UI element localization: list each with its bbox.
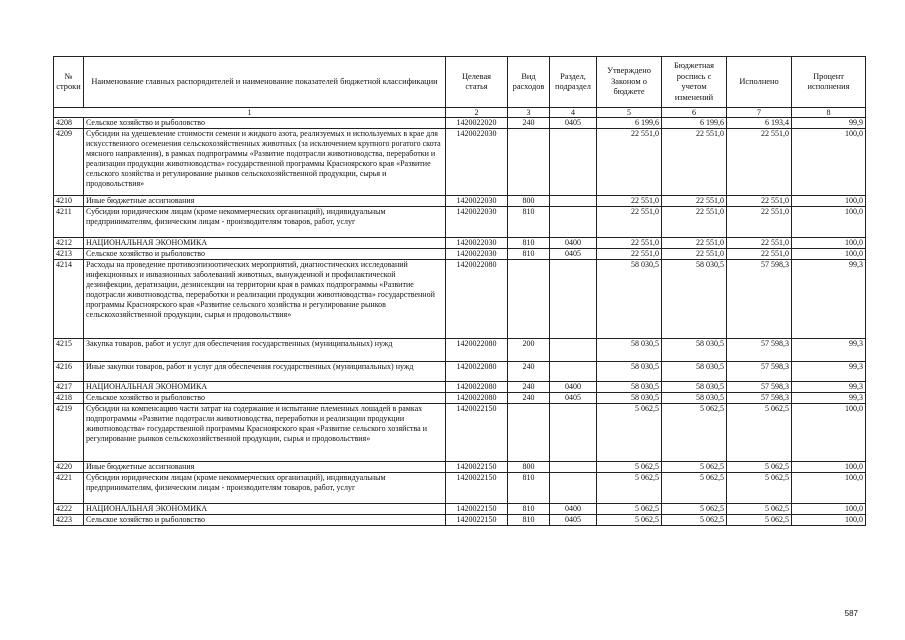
cell-name: Иные закупки товаров, работ и услуг для обеспечения государственных (муниципальных) нужд xyxy=(84,362,446,382)
cell-no: 4211 xyxy=(54,207,84,238)
cell-section: 0400 xyxy=(550,238,597,249)
header-row xyxy=(54,57,866,108)
cell-name: Иные бюджетные ассигнования xyxy=(84,462,446,473)
cell-name: НАЦИОНАЛЬНАЯ ЭКОНОМИКА xyxy=(84,382,446,393)
table-row xyxy=(54,504,866,515)
cell-code: 1420022030 xyxy=(446,249,508,260)
table-row xyxy=(54,404,866,462)
cell-section: 0405 xyxy=(550,393,597,404)
cell-plan: 5 062,5 xyxy=(662,515,727,526)
cell-plan: 5 062,5 xyxy=(662,504,727,515)
cell-kind: 800 xyxy=(508,196,550,207)
cell-percent: 100,0 xyxy=(792,129,866,196)
cell-percent: 100,0 xyxy=(792,196,866,207)
cell-executed: 57 598,3 xyxy=(727,382,792,393)
cell-approved: 22 551,0 xyxy=(597,249,662,260)
cell-percent: 99,3 xyxy=(792,362,866,382)
cell-kind: 810 xyxy=(508,249,550,260)
cell-section: 0405 xyxy=(550,515,597,526)
cell-no: 4214 xyxy=(54,260,84,339)
cell-approved: 58 030,5 xyxy=(597,260,662,339)
cell-plan: 5 062,5 xyxy=(662,404,727,462)
cell-code: 1420022150 xyxy=(446,404,508,462)
cell-approved: 58 030,5 xyxy=(597,382,662,393)
column-number-7: 7 xyxy=(727,108,792,118)
cell-code: 1420022150 xyxy=(446,504,508,515)
cell-kind xyxy=(508,404,550,462)
table-row xyxy=(54,129,866,196)
table-row xyxy=(54,207,866,238)
cell-section xyxy=(550,462,597,473)
cell-percent: 99,9 xyxy=(792,118,866,129)
cell-percent: 100,0 xyxy=(792,238,866,249)
header-percent: Процент исполнения xyxy=(792,57,866,108)
header-name: Наименование главных распорядителей и наименование показателей бюджетной классификации xyxy=(84,57,446,108)
cell-plan: 5 062,5 xyxy=(662,473,727,504)
cell-percent: 100,0 xyxy=(792,249,866,260)
cell-kind: 810 xyxy=(508,238,550,249)
cell-percent: 100,0 xyxy=(792,404,866,462)
cell-plan: 6 199,6 xyxy=(662,118,727,129)
table-row xyxy=(54,462,866,473)
cell-approved: 58 030,5 xyxy=(597,362,662,382)
column-number-5: 5 xyxy=(597,108,662,118)
header-target-article: Целевая статья xyxy=(446,57,508,108)
column-number-8: 8 xyxy=(792,108,866,118)
table-row xyxy=(54,515,866,526)
cell-code: 1420022150 xyxy=(446,473,508,504)
cell-executed: 22 551,0 xyxy=(727,129,792,196)
cell-plan: 58 030,5 xyxy=(662,362,727,382)
cell-percent: 99,3 xyxy=(792,260,866,339)
column-number-2: 2 xyxy=(446,108,508,118)
cell-approved: 6 199,6 xyxy=(597,118,662,129)
cell-kind: 810 xyxy=(508,207,550,238)
cell-executed: 6 193,4 xyxy=(727,118,792,129)
cell-plan: 5 062,5 xyxy=(662,462,727,473)
cell-plan: 58 030,5 xyxy=(662,393,727,404)
cell-approved: 5 062,5 xyxy=(597,404,662,462)
column-number-1: 1 xyxy=(54,108,446,118)
cell-code: 1420022080 xyxy=(446,260,508,339)
cell-name: Сельское хозяйство и рыболовство xyxy=(84,393,446,404)
cell-name: Расходы на проведение противоэпизоотических мероприятий, диагностических исследований инфекционных и инвазионных заболеваний животных, вынужденной и профилактической дезинфекции, дератизации, дезинсекции на территории края в рамках подпрограммы «Развитие подотрасли животноводства, переработки и реализации продукции животноводства» государственной программы Красноярского края «Развитие сельского хозяйства и регулирование рынков сельскохозяйственной продукции, сырья и продовольствия» xyxy=(84,260,446,339)
cell-plan: 22 551,0 xyxy=(662,207,727,238)
column-number-3: 3 xyxy=(508,108,550,118)
header-section: Раздел, подраздел xyxy=(550,57,597,108)
cell-percent: 99,3 xyxy=(792,339,866,362)
cell-approved: 22 551,0 xyxy=(597,207,662,238)
cell-code: 1420022030 xyxy=(446,207,508,238)
cell-plan: 22 551,0 xyxy=(662,238,727,249)
cell-name: Иные бюджетные ассигнования xyxy=(84,196,446,207)
cell-code: 1420022030 xyxy=(446,238,508,249)
cell-approved: 5 062,5 xyxy=(597,515,662,526)
cell-approved: 58 030,5 xyxy=(597,339,662,362)
cell-no: 4208 xyxy=(54,118,84,129)
column-number-4: 4 xyxy=(550,108,597,118)
cell-kind: 800 xyxy=(508,462,550,473)
cell-name: Субсидии юридическим лицам (кроме некоммерческих организаций), индивидуальным предпринимателям, физическим лицам - производителям товаров, работ, услуг xyxy=(84,473,446,504)
table-row xyxy=(54,473,866,504)
cell-no: 4217 xyxy=(54,382,84,393)
cell-section xyxy=(550,339,597,362)
cell-kind: 240 xyxy=(508,382,550,393)
cell-approved: 5 062,5 xyxy=(597,504,662,515)
cell-section: 0405 xyxy=(550,118,597,129)
table-row xyxy=(54,393,866,404)
cell-executed: 5 062,5 xyxy=(727,404,792,462)
cell-section xyxy=(550,404,597,462)
cell-no: 4219 xyxy=(54,404,84,462)
cell-approved: 5 062,5 xyxy=(597,462,662,473)
cell-code: 1420022030 xyxy=(446,129,508,196)
cell-kind: 240 xyxy=(508,118,550,129)
budget-table xyxy=(53,56,866,526)
cell-percent: 100,0 xyxy=(792,504,866,515)
cell-kind xyxy=(508,260,550,339)
cell-executed: 5 062,5 xyxy=(727,504,792,515)
cell-section xyxy=(550,260,597,339)
table-row xyxy=(54,339,866,362)
cell-no: 4210 xyxy=(54,196,84,207)
cell-code: 1420022080 xyxy=(446,382,508,393)
cell-executed: 57 598,3 xyxy=(727,362,792,382)
table-row xyxy=(54,260,866,339)
cell-name: НАЦИОНАЛЬНАЯ ЭКОНОМИКА xyxy=(84,504,446,515)
cell-kind: 810 xyxy=(508,504,550,515)
cell-kind: 810 xyxy=(508,473,550,504)
cell-name: Субсидии на удешевление стоимости семени и жидкого азота, реализуемых и используемых в крае для искусственного осеменения сельскохозяйственных животных (за исключением крупного рогатого скота мясного направления), в рамках подпрограммы «Развитие подотрасли животноводства, переработки и реализации продукции животноводства» государственной программы Красноярского края «Развитие сельского хозяйства и регулирование рынков сельскохозяйственной продукции, сырья и продовольствия» xyxy=(84,129,446,196)
cell-executed: 22 551,0 xyxy=(727,238,792,249)
cell-percent: 100,0 xyxy=(792,515,866,526)
cell-no: 4215 xyxy=(54,339,84,362)
cell-no: 4223 xyxy=(54,515,84,526)
cell-section xyxy=(550,129,597,196)
cell-no: 4218 xyxy=(54,393,84,404)
cell-section: 0400 xyxy=(550,504,597,515)
cell-approved: 5 062,5 xyxy=(597,473,662,504)
cell-executed: 5 062,5 xyxy=(727,473,792,504)
header-budget-plan: Бюджетная роспись с учетом изменений xyxy=(662,57,727,108)
table-row xyxy=(54,118,866,129)
cell-executed: 5 062,5 xyxy=(727,515,792,526)
cell-percent: 99,3 xyxy=(792,393,866,404)
cell-plan: 22 551,0 xyxy=(662,129,727,196)
cell-executed: 22 551,0 xyxy=(727,249,792,260)
header-row-number: № строки xyxy=(54,57,84,108)
cell-name: НАЦИОНАЛЬНАЯ ЭКОНОМИКА xyxy=(84,238,446,249)
cell-code: 1420022150 xyxy=(446,462,508,473)
cell-no: 4216 xyxy=(54,362,84,382)
cell-plan: 58 030,5 xyxy=(662,260,727,339)
cell-executed: 22 551,0 xyxy=(727,196,792,207)
cell-code: 1420022080 xyxy=(446,339,508,362)
header-expense-type: Вид расходов xyxy=(508,57,550,108)
cell-executed: 57 598,3 xyxy=(727,339,792,362)
cell-code: 1420022020 xyxy=(446,118,508,129)
cell-no: 4222 xyxy=(54,504,84,515)
cell-approved: 22 551,0 xyxy=(597,196,662,207)
table-row xyxy=(54,382,866,393)
cell-name: Сельское хозяйство и рыболовство xyxy=(84,118,446,129)
cell-no: 4213 xyxy=(54,249,84,260)
cell-section xyxy=(550,196,597,207)
cell-approved: 58 030,5 xyxy=(597,393,662,404)
cell-code: 1420022080 xyxy=(446,393,508,404)
page-number: 587 xyxy=(844,609,858,618)
table-row xyxy=(54,249,866,260)
cell-name: Сельское хозяйство и рыболовство xyxy=(84,515,446,526)
cell-name: Субсидии юридическим лицам (кроме некоммерческих организаций), индивидуальным предпринимателям, физическим лицам - производителям товаров, работ, услуг xyxy=(84,207,446,238)
cell-name: Закупка товаров, работ и услуг для обеспечения государственных (муниципальных) нужд xyxy=(84,339,446,362)
cell-code: 1420022080 xyxy=(446,362,508,382)
cell-approved: 22 551,0 xyxy=(597,129,662,196)
cell-name: Сельское хозяйство и рыболовство xyxy=(84,249,446,260)
cell-no: 4221 xyxy=(54,473,84,504)
cell-section: 0405 xyxy=(550,249,597,260)
table-row xyxy=(54,196,866,207)
cell-kind: 240 xyxy=(508,393,550,404)
cell-percent: 99,3 xyxy=(792,382,866,393)
column-number-6: 6 xyxy=(662,108,727,118)
cell-executed: 57 598,3 xyxy=(727,393,792,404)
cell-no: 4220 xyxy=(54,462,84,473)
table-row xyxy=(54,238,866,249)
cell-plan: 22 551,0 xyxy=(662,196,727,207)
cell-code: 1420022150 xyxy=(446,515,508,526)
cell-code: 1420022030 xyxy=(446,196,508,207)
cell-section: 0400 xyxy=(550,382,597,393)
cell-section xyxy=(550,207,597,238)
cell-executed: 22 551,0 xyxy=(727,207,792,238)
cell-plan: 58 030,5 xyxy=(662,339,727,362)
cell-section xyxy=(550,473,597,504)
cell-percent: 100,0 xyxy=(792,462,866,473)
cell-section xyxy=(550,362,597,382)
cell-executed: 57 598,3 xyxy=(727,260,792,339)
cell-executed: 5 062,5 xyxy=(727,462,792,473)
cell-kind: 240 xyxy=(508,362,550,382)
cell-plan: 58 030,5 xyxy=(662,382,727,393)
cell-plan: 22 551,0 xyxy=(662,249,727,260)
cell-percent: 100,0 xyxy=(792,473,866,504)
table-body xyxy=(54,118,866,526)
cell-kind: 810 xyxy=(508,515,550,526)
header-executed: Исполнено xyxy=(727,57,792,108)
cell-kind xyxy=(508,129,550,196)
column-number-row xyxy=(54,108,866,118)
table-row xyxy=(54,362,866,382)
cell-no: 4209 xyxy=(54,129,84,196)
cell-no: 4212 xyxy=(54,238,84,249)
cell-approved: 22 551,0 xyxy=(597,238,662,249)
header-approved: Утверждено Законом о бюджете xyxy=(597,57,662,108)
cell-name: Субсидии на компенсацию части затрат на содержание и испытание племенных лошадей в рамках подпрограммы «Развитие подотрасли животноводства, переработки и реализации продукции животноводства» государственной программы Красноярского края «Развитие сельского хозяйства и регулирование рынков сельскохозяйственной продукции, сырья и продовольствия» xyxy=(84,404,446,462)
cell-kind: 200 xyxy=(508,339,550,362)
cell-percent: 100,0 xyxy=(792,207,866,238)
